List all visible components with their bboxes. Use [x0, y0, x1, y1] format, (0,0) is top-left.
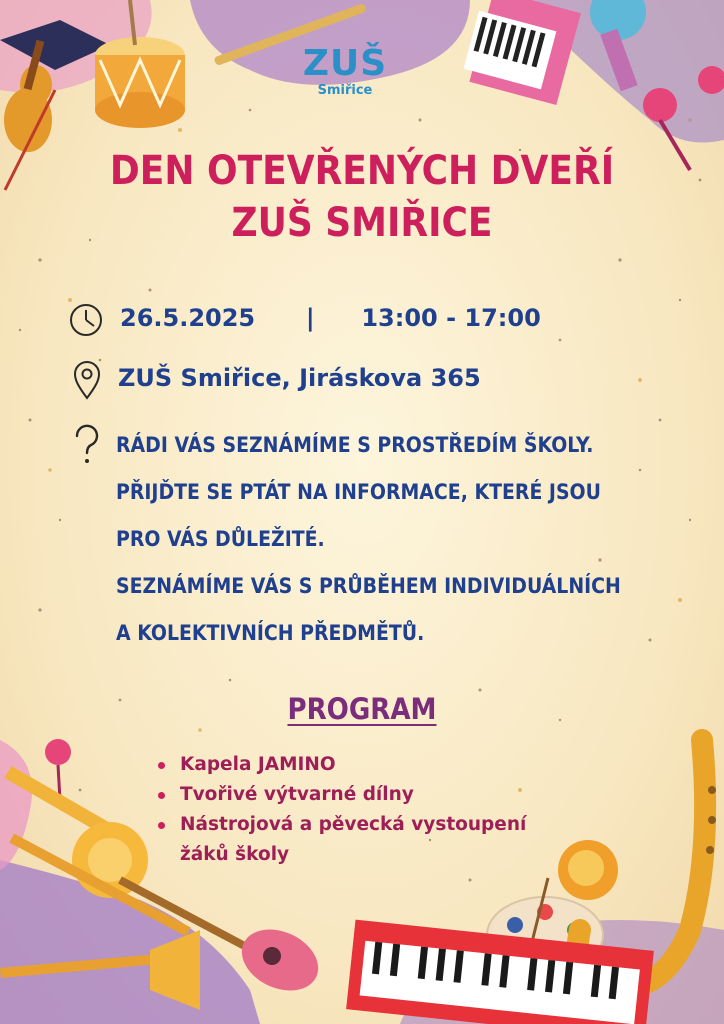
bullet [158, 822, 165, 829]
description-line: RÁDI VÁS SEZNÁMÍME S PROSTŘEDÍM ŠKOLY. [116, 433, 594, 457]
program-list [152, 750, 526, 870]
title-line-1: DEN OTEVŘENÝCH DVEŘÍ [109, 148, 615, 194]
description-line: PŘIJĎTE SE PTÁT NA INFORMACE, KTERÉ JSOU [116, 480, 601, 504]
separator: | [305, 304, 315, 332]
school-logo [300, 44, 390, 98]
bullet [158, 762, 165, 769]
program-item-continuation [152, 840, 526, 870]
description-line: A KOLEKTIVNÍCH PŘEDMĚTŮ. [116, 621, 425, 645]
program-item [152, 750, 526, 780]
event-place: ZUŠ Smiřice, Jiráskova 365 [118, 364, 481, 392]
program-item [152, 810, 526, 840]
question-mark-icon [72, 424, 102, 466]
date-time-row [120, 304, 541, 332]
logo-text: ZUŠ [302, 43, 388, 84]
clock-icon [68, 302, 104, 338]
description [116, 422, 636, 657]
location-pin-icon [72, 360, 102, 400]
program-item-text: žáků školy [180, 844, 290, 865]
description-line: SEZNÁMÍME VÁS S PRŮBĚHEM INDIVIDUÁLNÍCH [116, 574, 621, 598]
event-time: 13:00 - 17:00 [361, 304, 541, 332]
program-item-text: Nástrojová a pěvecká vystoupení [180, 814, 527, 835]
bullet [158, 792, 165, 799]
program-heading: PROGRAM [287, 692, 437, 726]
title-line-2: ZUŠ SMIŘICE [231, 200, 493, 246]
description-line: PRO VÁS DŮLEŽITÉ. [116, 527, 325, 551]
accordion [464, 0, 581, 105]
program-item-text: Tvořivé výtvarné dílny [180, 784, 414, 805]
event-date: 26.5.2025 [120, 304, 256, 332]
logo-subtext: Smiřice [317, 83, 373, 98]
program-item-text: Kapela JAMINO [180, 754, 336, 775]
program-item [152, 780, 526, 810]
